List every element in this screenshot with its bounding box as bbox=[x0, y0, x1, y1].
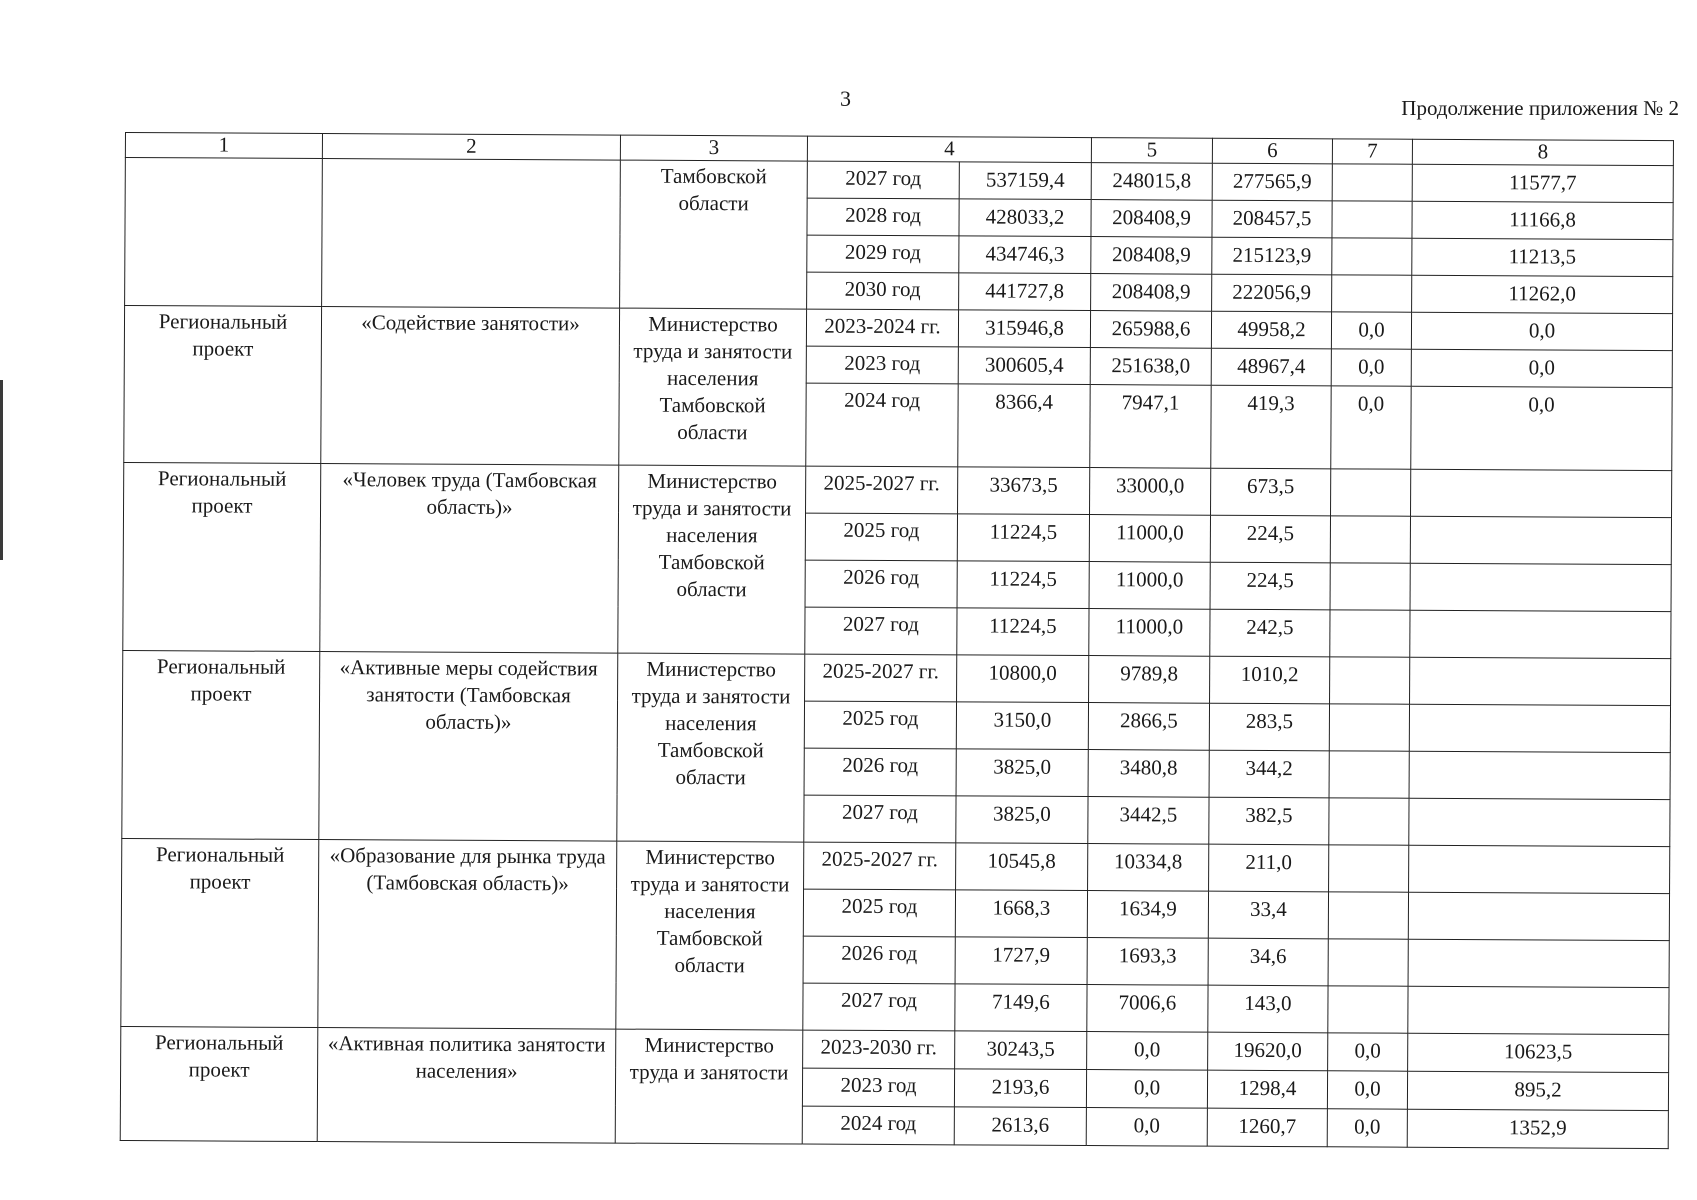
responsible-cell: Министерство труда и занятости населения Тамбовской области bbox=[617, 653, 805, 842]
value-cell: 7006,6 bbox=[1087, 985, 1208, 1033]
responsible-cell: Министерство труда и занятости населения Тамбовской области bbox=[618, 465, 806, 654]
value-cell: 344,2 bbox=[1209, 750, 1329, 798]
total-cell: 11224,5 bbox=[957, 514, 1089, 562]
period-cell: 2025 год bbox=[805, 513, 957, 561]
period-cell: 2026 год bbox=[803, 936, 955, 984]
value-cell: 1298,4 bbox=[1207, 1070, 1327, 1109]
period-cell: 2027 год bbox=[803, 983, 955, 1031]
project-type-cell: Региональный проект bbox=[121, 838, 319, 1027]
total-cell: 30243,5 bbox=[955, 1031, 1087, 1070]
total-cell: 3825,0 bbox=[956, 749, 1088, 797]
period-cell: 2029 год bbox=[807, 235, 959, 273]
period-cell: 2023 год bbox=[802, 1068, 954, 1107]
value-cell: 0,0 bbox=[1411, 349, 1672, 387]
value-cell: 1693,3 bbox=[1087, 938, 1208, 986]
value-cell bbox=[1330, 610, 1410, 657]
project-name-cell: «Человек труда (Тамбовская область)» bbox=[320, 464, 619, 654]
value-cell: 11000,0 bbox=[1089, 609, 1210, 657]
value-cell bbox=[1331, 469, 1411, 516]
period-cell: 2027 год bbox=[807, 161, 959, 199]
value-cell: 9789,8 bbox=[1089, 656, 1210, 704]
value-cell: 419,3 bbox=[1211, 385, 1331, 469]
value-cell: 0,0 bbox=[1331, 386, 1411, 469]
total-cell: 2613,6 bbox=[954, 1107, 1086, 1146]
value-cell: 0,0 bbox=[1327, 1109, 1407, 1147]
period-cell: 2027 год bbox=[804, 795, 956, 843]
value-cell bbox=[1330, 657, 1410, 704]
column-header: 7 bbox=[1332, 139, 1412, 164]
value-cell: 34,6 bbox=[1208, 938, 1328, 986]
value-cell bbox=[1328, 892, 1408, 939]
total-cell: 11224,5 bbox=[957, 561, 1089, 609]
value-cell bbox=[1410, 563, 1671, 611]
value-cell: 0,0 bbox=[1411, 312, 1672, 350]
table-row bbox=[124, 306, 1672, 351]
period-cell: 2026 год bbox=[804, 748, 956, 796]
total-cell: 2193,6 bbox=[954, 1069, 1086, 1108]
value-cell bbox=[1410, 516, 1671, 564]
total-cell: 3150,0 bbox=[956, 702, 1088, 750]
value-cell: 11577,7 bbox=[1412, 164, 1673, 202]
total-cell: 8366,4 bbox=[958, 384, 1090, 468]
table-row bbox=[124, 462, 1672, 517]
responsible-cell: Министерство труда и занятости bbox=[615, 1029, 803, 1144]
value-cell: 673,5 bbox=[1211, 468, 1331, 516]
appendix-table bbox=[120, 132, 1674, 1149]
value-cell: 224,5 bbox=[1210, 515, 1330, 563]
value-cell: 248015,8 bbox=[1091, 163, 1212, 201]
value-cell bbox=[1330, 563, 1410, 610]
value-cell: 1352,9 bbox=[1407, 1109, 1668, 1148]
total-cell: 7149,6 bbox=[955, 984, 1087, 1032]
project-name-cell bbox=[322, 159, 621, 309]
type-cell bbox=[125, 158, 323, 307]
total-cell: 315946,8 bbox=[958, 310, 1090, 348]
table-row bbox=[125, 158, 1673, 203]
value-cell bbox=[1332, 201, 1412, 238]
period-cell: 2030 год bbox=[807, 272, 959, 310]
project-name-cell: «Активные меры содействия занятости (Тамбовская область)» bbox=[319, 652, 618, 842]
period-cell: 2025-2027 гг. bbox=[805, 654, 957, 702]
scan-margin-mark bbox=[0, 380, 3, 560]
value-cell: 0,0 bbox=[1331, 312, 1411, 349]
value-cell bbox=[1329, 845, 1409, 892]
value-cell bbox=[1410, 610, 1671, 658]
value-cell: 224,5 bbox=[1210, 562, 1330, 610]
period-cell: 2025 год bbox=[804, 701, 956, 749]
table-body bbox=[120, 158, 1673, 1149]
value-cell bbox=[1332, 275, 1412, 312]
column-header: 6 bbox=[1212, 138, 1332, 164]
column-header: 1 bbox=[125, 133, 322, 159]
value-cell: 10623,5 bbox=[1408, 1033, 1669, 1072]
value-cell: 0,0 bbox=[1086, 1070, 1207, 1109]
value-cell: 251638,0 bbox=[1090, 348, 1211, 386]
value-cell: 11166,8 bbox=[1412, 201, 1673, 239]
value-cell: 143,0 bbox=[1208, 985, 1328, 1033]
project-type-cell: Региональный проект bbox=[122, 650, 320, 839]
value-cell bbox=[1329, 751, 1409, 798]
responsible-cell: Министерство труда и занятости населения Тамбовской области bbox=[616, 841, 804, 1030]
value-cell: 215123,9 bbox=[1212, 237, 1332, 275]
value-cell: 208408,9 bbox=[1091, 200, 1212, 238]
table-row bbox=[123, 650, 1671, 705]
value-cell: 0,0 bbox=[1328, 1033, 1408, 1071]
appendix-continuation-note: Продолжение приложения № 2 bbox=[1401, 96, 1679, 120]
column-header: 8 bbox=[1412, 139, 1673, 165]
total-cell: 11224,5 bbox=[957, 608, 1089, 656]
total-cell: 10800,0 bbox=[957, 655, 1089, 703]
value-cell bbox=[1411, 469, 1672, 517]
period-cell: 2023-2030 гг. bbox=[803, 1030, 955, 1069]
responsible-cell: Тамбовской области bbox=[620, 160, 808, 309]
value-cell: 0,0 bbox=[1411, 386, 1672, 470]
period-cell: 2026 год bbox=[805, 560, 957, 608]
value-cell: 265988,6 bbox=[1090, 311, 1211, 349]
value-cell bbox=[1328, 986, 1408, 1033]
total-cell: 434746,3 bbox=[959, 236, 1091, 274]
table-row bbox=[122, 838, 1670, 893]
value-cell: 208457,5 bbox=[1212, 200, 1332, 238]
value-cell bbox=[1409, 751, 1670, 799]
column-header: 5 bbox=[1091, 138, 1212, 164]
value-cell bbox=[1332, 164, 1412, 201]
value-cell: 1010,2 bbox=[1210, 656, 1330, 704]
value-cell bbox=[1410, 657, 1671, 705]
value-cell: 11262,0 bbox=[1412, 275, 1673, 313]
value-cell: 33000,0 bbox=[1090, 468, 1211, 516]
value-cell: 222056,9 bbox=[1212, 274, 1332, 312]
value-cell bbox=[1408, 939, 1669, 987]
value-cell: 48967,4 bbox=[1211, 348, 1331, 386]
value-cell bbox=[1409, 798, 1670, 846]
value-cell: 3442,5 bbox=[1088, 797, 1209, 845]
value-cell: 7947,1 bbox=[1090, 385, 1211, 469]
value-cell: 277565,9 bbox=[1212, 163, 1332, 201]
period-cell: 2023 год bbox=[806, 346, 958, 384]
column-header: 3 bbox=[620, 135, 807, 161]
value-cell bbox=[1328, 939, 1408, 986]
column-header: 2 bbox=[322, 134, 620, 161]
project-name-cell: «Образование для рынка труда (Тамбовская область)» bbox=[318, 840, 617, 1030]
period-cell: 2028 год bbox=[807, 198, 959, 236]
value-cell bbox=[1329, 704, 1409, 751]
total-cell: 537159,4 bbox=[959, 162, 1091, 200]
value-cell: 0,0 bbox=[1086, 1108, 1207, 1147]
period-cell: 2024 год bbox=[806, 383, 958, 467]
value-cell: 11000,0 bbox=[1089, 515, 1210, 563]
period-cell: 2025-2027 гг. bbox=[806, 466, 958, 514]
value-cell: 33,4 bbox=[1208, 891, 1328, 939]
period-cell: 2025-2027 гг. bbox=[804, 842, 956, 890]
value-cell: 11213,5 bbox=[1412, 238, 1673, 276]
value-cell: 1260,7 bbox=[1207, 1108, 1327, 1147]
value-cell: 19620,0 bbox=[1208, 1032, 1328, 1071]
value-cell: 49958,2 bbox=[1211, 311, 1331, 349]
value-cell: 0,0 bbox=[1087, 1032, 1208, 1071]
value-cell: 11000,0 bbox=[1089, 562, 1210, 610]
value-cell: 283,5 bbox=[1209, 703, 1329, 751]
period-cell: 2023-2024 гг. bbox=[806, 309, 958, 347]
responsible-cell: Министерство труда и занятости населения Тамбовской области bbox=[619, 308, 807, 466]
page-number: 3 bbox=[840, 86, 851, 111]
value-cell: 3480,8 bbox=[1088, 750, 1209, 798]
value-cell: 2866,5 bbox=[1088, 703, 1209, 751]
total-cell: 3825,0 bbox=[956, 796, 1088, 844]
total-cell: 33673,5 bbox=[958, 467, 1090, 515]
column-header: 4 bbox=[807, 136, 1091, 162]
total-cell: 428033,2 bbox=[959, 199, 1091, 237]
total-cell: 10545,8 bbox=[956, 843, 1088, 891]
value-cell bbox=[1408, 892, 1669, 940]
value-cell bbox=[1332, 238, 1412, 275]
table-row bbox=[121, 1026, 1669, 1072]
value-cell: 208408,9 bbox=[1091, 237, 1212, 275]
project-type-cell: Региональный проект bbox=[120, 1026, 318, 1141]
project-type-cell: Региональный проект bbox=[124, 306, 322, 464]
value-cell bbox=[1408, 986, 1669, 1034]
value-cell bbox=[1409, 845, 1670, 893]
period-cell: 2025 год bbox=[803, 889, 955, 937]
value-cell: 0,0 bbox=[1327, 1071, 1407, 1109]
value-cell: 10334,8 bbox=[1088, 844, 1209, 892]
value-cell: 1634,9 bbox=[1087, 891, 1208, 939]
value-cell: 382,5 bbox=[1209, 797, 1329, 845]
value-cell: 242,5 bbox=[1210, 609, 1330, 657]
total-cell: 441727,8 bbox=[959, 273, 1091, 311]
total-cell: 1727,9 bbox=[955, 937, 1087, 985]
value-cell: 895,2 bbox=[1407, 1071, 1668, 1110]
project-name-cell: «Содействие занятости» bbox=[321, 307, 620, 466]
period-cell: 2024 год bbox=[802, 1106, 954, 1145]
total-cell: 1668,3 bbox=[955, 890, 1087, 938]
period-cell: 2027 год bbox=[805, 607, 957, 655]
project-name-cell: «Активная политика занятости населения» bbox=[317, 1028, 616, 1144]
value-cell bbox=[1329, 798, 1409, 845]
value-cell: 211,0 bbox=[1209, 844, 1329, 892]
total-cell: 300605,4 bbox=[958, 347, 1090, 385]
value-cell bbox=[1330, 516, 1410, 563]
value-cell: 0,0 bbox=[1331, 349, 1411, 386]
value-cell: 208408,9 bbox=[1091, 274, 1212, 312]
project-type-cell: Региональный проект bbox=[123, 462, 321, 651]
value-cell bbox=[1409, 704, 1670, 752]
